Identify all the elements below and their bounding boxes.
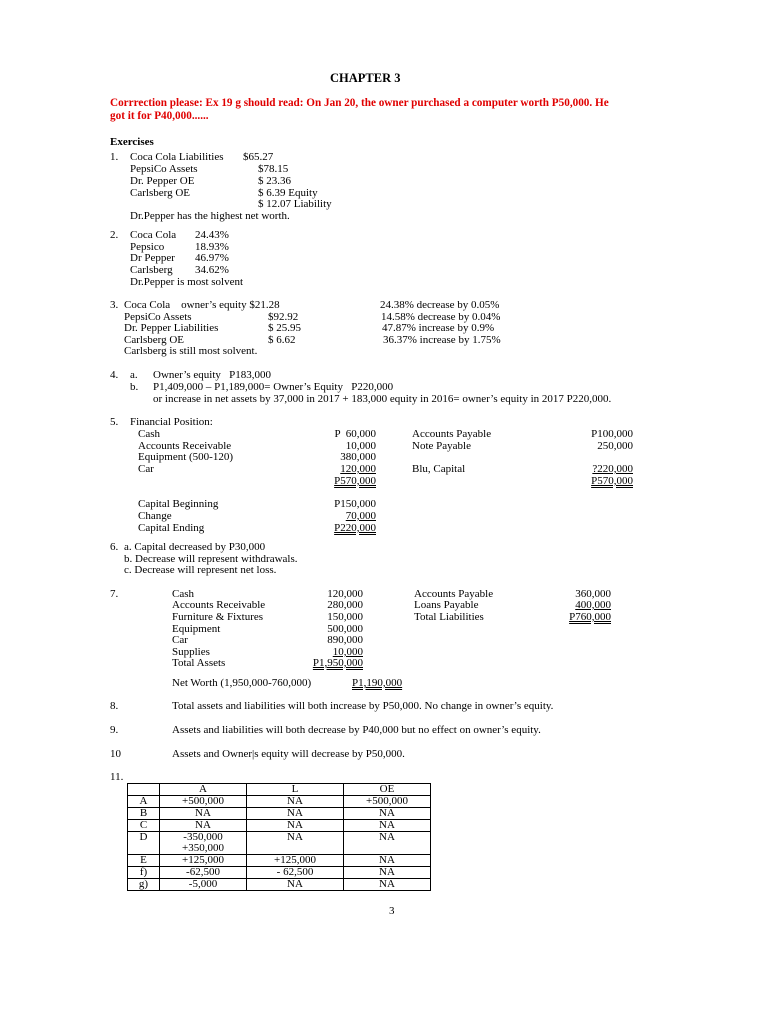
table-row <box>128 879 431 891</box>
ex3-label: Dr. Pepper Liabilities <box>124 322 219 334</box>
table-row <box>128 796 431 808</box>
ex2-label: Carlsberg <box>130 264 173 276</box>
table-cell: NA <box>160 808 247 820</box>
ex7-asset-label: Furniture & Fixtures <box>172 611 264 623</box>
ex2-label: Dr Pepper <box>130 252 175 264</box>
table-cell: NA <box>344 808 431 820</box>
table-cell: B <box>128 808 160 820</box>
ex8-text: Total assets and liabilities will both increase by P50,000. No change in owner’s equity. <box>172 700 554 712</box>
ex5-liability-value: 250,000 <box>597 440 633 452</box>
ex1-label: Dr. Pepper OE <box>130 175 195 187</box>
ex7-liability-label: Loans Payable <box>414 599 479 611</box>
ex5-asset-value: 10,000 <box>345 440 376 452</box>
table-cell: f) <box>128 867 160 879</box>
ex5-asset-label: Accounts Receivable <box>138 440 232 452</box>
ex7-liability-label: Accounts Payable <box>414 588 494 600</box>
ex7-asset-value: 150,000 <box>327 611 363 623</box>
table-cell: - 62,500 <box>247 867 344 879</box>
ex1-number: 1. <box>110 151 119 163</box>
ex5-liabilities-total: P570,000 <box>591 475 633 487</box>
ex9-text: Assets and liabilities will both decrease by P40,000 but no effect on owner’s equity. <box>172 724 541 736</box>
table-header-row <box>128 784 431 796</box>
ex7-asset-value: 500,000 <box>327 623 363 635</box>
table-cell: NA <box>247 832 344 855</box>
ex1-value: $78.15 <box>258 163 289 175</box>
ex2-value: 34.62% <box>195 264 229 276</box>
ex2-conclusion: Dr.Pepper is most solvent <box>130 276 244 288</box>
table-cell: NA <box>160 820 247 832</box>
table-cell: NA <box>247 796 344 808</box>
ex7-asset-value: 280,000 <box>327 599 363 611</box>
ex5-liability-value: P100,000 <box>591 428 633 440</box>
ex5-heading: Financial Position: <box>130 416 213 428</box>
ex5-asset-value: P 60,000 <box>334 428 376 440</box>
ex1-label: Carlsberg OE <box>130 187 190 199</box>
table-cell: -62,500 <box>160 867 247 879</box>
ex5-asset-label: Equipment (500-120) <box>138 451 234 463</box>
table-row <box>128 808 431 820</box>
ex11-number: 11. <box>110 771 124 783</box>
table-header-cell: L <box>247 784 344 796</box>
table-cell: NA <box>344 879 431 891</box>
table-cell: +125,000 <box>160 855 247 867</box>
ex9-number: 9. <box>110 724 119 736</box>
ex7-number: 7. <box>110 588 119 600</box>
ex7-total-assets-value: P1,950,000 <box>312 657 363 669</box>
ex1-label: Coca Cola Liabilities <box>130 151 224 163</box>
table-header-cell <box>128 784 160 796</box>
table-cell: NA <box>344 820 431 832</box>
ex5-capital-row-value: 70,000 <box>345 510 376 522</box>
ex1-value: $ 6.39 Equity <box>258 187 318 199</box>
ex11-table <box>127 783 431 891</box>
ex5-capital-row-label: Capital Ending <box>138 522 205 534</box>
ex5-asset-value: 380,000 <box>340 451 376 463</box>
table-cell: NA <box>344 867 431 879</box>
ex5-asset-value: 120,000 <box>340 463 376 475</box>
ex3-change: 47.87% increase by 0.9% <box>382 322 495 334</box>
table-cell: D <box>128 832 160 855</box>
table-cell: +500,000 <box>344 796 431 808</box>
ex3-first-line: Coca Cola owner’s equity $21.28 <box>124 299 280 311</box>
table-cell: -350,000 +350,000 <box>160 832 247 855</box>
ex6-line: a. Capital decreased by P30,000 <box>124 541 266 553</box>
ex5-number: 5. <box>110 416 119 428</box>
table-cell: g) <box>128 879 160 891</box>
ex6-line: c. Decrease will represent net loss. <box>124 564 277 576</box>
table-header-cell: OE <box>344 784 431 796</box>
ex5-capital-row-value: P220,000 <box>334 522 376 534</box>
ex6-number: 6. <box>110 541 119 553</box>
ex2-value: 18.93% <box>195 241 229 253</box>
ex7-asset-value: 120,000 <box>327 588 363 600</box>
ex2-value: 24.43% <box>195 229 229 241</box>
ex4-a-text: Owner’s equity P183,000 <box>153 369 272 381</box>
ex8-number: 8. <box>110 700 119 712</box>
ex5-capital-row-value: P150,000 <box>334 498 376 510</box>
table-cell: NA <box>247 879 344 891</box>
ex4-b-label: b. <box>130 381 139 393</box>
ex4-b-text-continued: or increase in net assets by 37,000 in 2017 + 183,000 equity in 2016= owner’s equity in 2017 P220,000. <box>153 393 612 405</box>
ex10-text: Assets and Owner|s equity will decrease by P50,000. <box>172 748 405 760</box>
ex3-value: $92.92 <box>268 311 299 323</box>
table-cell: NA <box>344 855 431 867</box>
ex3-value: $ 25.95 <box>268 322 301 334</box>
ex7-asset-value: 10,000 <box>332 646 363 658</box>
table-cell: NA <box>344 832 431 855</box>
table-row <box>128 832 431 855</box>
ex2-number: 2. <box>110 229 119 241</box>
ex3-number: 3. <box>110 299 119 311</box>
ex3-conclusion: Carlsberg is still most solvent. <box>124 345 258 357</box>
table-row <box>128 820 431 832</box>
ex5-asset-label: Cash <box>138 428 160 440</box>
ex1-conclusion: Dr.Pepper has the highest net worth. <box>130 210 290 222</box>
table-cell: C <box>128 820 160 832</box>
ex4-a-label: a. <box>130 369 138 381</box>
table-cell: -5,000 <box>160 879 247 891</box>
ex5-capital-row-label: Change <box>138 510 172 522</box>
ex3-label: Carlsberg OE <box>124 334 184 346</box>
ex7-total-assets-label: Total Assets <box>172 657 226 669</box>
ex1-value: $ 12.07 Liability <box>258 198 332 210</box>
ex7-total-liabilities-value: P760,000 <box>569 611 611 623</box>
ex2-value: 46.97% <box>195 252 229 264</box>
ex5-assets-total: P570,000 <box>334 475 376 487</box>
ex3-change: 36.37% increase by 1.75% <box>383 334 501 346</box>
ex7-asset-label: Accounts Receivable <box>172 599 266 611</box>
ex7-liability-value: 400,000 <box>575 599 611 611</box>
table-cell: +500,000 <box>160 796 247 808</box>
ex2-label: Pepsico <box>130 241 165 253</box>
table-cell: +125,000 <box>247 855 344 867</box>
page-number: 3 <box>389 905 395 917</box>
ex1-label: PepsiCo Assets <box>130 163 198 175</box>
ex1-value: $65.27 <box>243 151 274 163</box>
table-cell: NA <box>247 808 344 820</box>
ex3-change: 24.38% decrease by 0.05% <box>380 299 500 311</box>
ex5-liability-label: Accounts Payable <box>412 428 492 440</box>
ex10-number: 10 <box>110 748 121 760</box>
ex7-asset-label: Car <box>172 634 188 646</box>
table-row <box>128 855 431 867</box>
ex5-liability-label: Note Payable <box>412 440 471 452</box>
ex3-change: 14.58% decrease by 0.04% <box>381 311 501 323</box>
ex7-net-worth-label: Net Worth (1,950,000-760,000) <box>172 677 312 689</box>
ex2-label: Coca Cola <box>130 229 177 241</box>
exercises-heading: Exercises <box>110 136 154 148</box>
ex5-capital-label: Blu, Capital <box>412 463 466 475</box>
correction-line-1: Corrrection please: Ex 19 g should read: On Jan 20, the owner purchased a computer worth P50,000. He <box>110 97 609 109</box>
ex7-asset-label: Supplies <box>172 646 210 658</box>
table-cell: E <box>128 855 160 867</box>
table-header-cell: A <box>160 784 247 796</box>
table-cell: A <box>128 796 160 808</box>
ex3-value: $ 6.62 <box>268 334 296 346</box>
page-title: CHAPTER 3 <box>330 71 401 85</box>
ex7-total-liabilities-label: Total Liabilities <box>414 611 484 623</box>
table-row <box>128 867 431 879</box>
ex5-capital-value: ?220,000 <box>592 463 633 475</box>
ex7-asset-label: Equipment <box>172 623 221 635</box>
ex4-b-text: P1,409,000 – P1,189,000= Owner’s Equity P220,000 <box>153 381 394 393</box>
ex4-number: 4. <box>110 369 119 381</box>
ex5-capital-row-label: Capital Beginning <box>138 498 219 510</box>
correction-line-2: got it for P40,000...... <box>110 110 209 122</box>
ex3-label: PepsiCo Assets <box>124 311 192 323</box>
table-cell: NA <box>247 820 344 832</box>
ex7-liability-value: 360,000 <box>575 588 611 600</box>
ex7-asset-label: Cash <box>172 588 194 600</box>
ex7-net-worth-value: P1,190,000 <box>352 677 403 689</box>
ex5-asset-label: Car <box>138 463 154 475</box>
ex1-value: $ 23.36 <box>258 175 291 187</box>
ex6-line: b. Decrease will represent withdrawals. <box>124 553 298 565</box>
ex7-asset-value: 890,000 <box>327 634 363 646</box>
